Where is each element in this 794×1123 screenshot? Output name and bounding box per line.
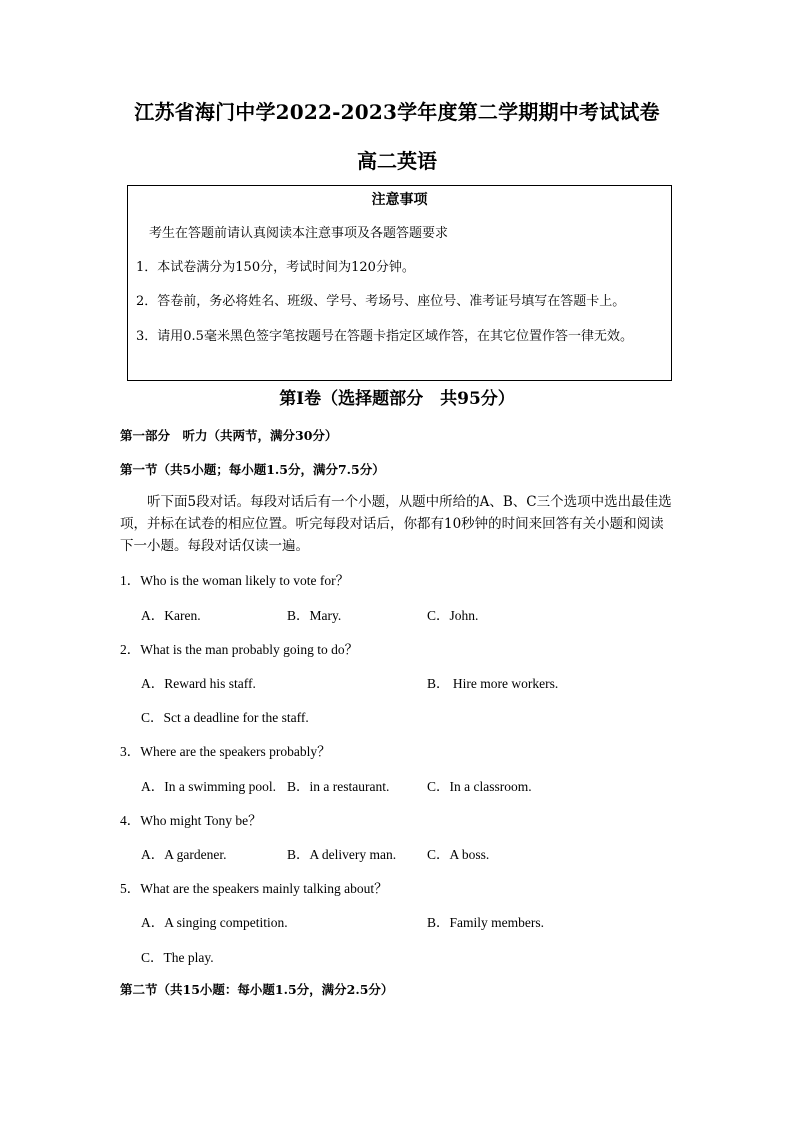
notice-item-2: 2．答卷前，务必将姓名、班级、学号、考场号、座位号、准考证号填写在答题卡上。 [136, 294, 626, 309]
question-stem: 4．Who might Tony be？ [120, 813, 262, 828]
question-stem: 3．Where are the speakers probably？ [120, 744, 331, 759]
question-stem: 5．What are the speakers mainly talking about？ [120, 881, 388, 896]
volume-heading: 第I卷（选择题部分 共95分） [279, 389, 515, 409]
option-c: C．In a classroom. [427, 779, 532, 794]
option-a: A．A singing competition. [141, 915, 288, 930]
notice-title: 注意事项 [371, 192, 428, 208]
option-a: A．Reward his staff. [141, 676, 256, 691]
option-b: B．Mary. [287, 608, 342, 623]
question-stem: 1．Who is the woman likely to vote for？ [120, 573, 350, 588]
notice-intro: 考生在答题前请认真阅读本注意事项及各题答题要求 [149, 226, 449, 241]
exam-title: 江苏省海门中学2022-2023学年度第二学期期中考试试卷 [134, 100, 660, 124]
option-c: C．A boss. [427, 847, 490, 862]
section1-heading: 第一节（共5小题；每小题1.5分，满分7.5分） [120, 462, 385, 477]
option-c: C．Sct a deadline for the staff. [141, 710, 309, 725]
option-a: A．A gardener. [141, 847, 227, 862]
exam-subtitle: 高二英语 [357, 149, 437, 173]
option-b: B．Family members. [427, 915, 544, 930]
question-stem: 2．What is the man probably going to do？ [120, 642, 359, 657]
notice-item-1: 1．本试卷满分为150分，考试时间为120分钟。 [136, 260, 415, 275]
option-c: C．John. [427, 608, 479, 623]
section2-heading: 第二节（共15小题：每小题1.5分，满分2.5分） [120, 982, 394, 997]
listening-instructions: 听下面5段对话。每段对话后有一个小题，从题中所给的A、B、C三个选项中选出最佳选项，并标在试卷的相应位置。听完每段对话后，你都有10秒钟的时间来回答有关小题和阅读下一小题。每段对话仅读一遍。 [120, 494, 672, 554]
option-a: A．In a swimming pool. [141, 779, 276, 794]
option-b: B．in a restaurant. [287, 779, 390, 794]
part1-heading: 第一部分 听力（共两节，满分30分） [120, 428, 338, 443]
option-a: A．Karen. [141, 608, 201, 623]
option-c: C．The play. [141, 950, 214, 965]
option-b: B． Hire more workers. [427, 676, 559, 691]
notice-box [127, 185, 672, 381]
option-b: B．A delivery man. [287, 847, 397, 862]
notice-item-3: 3．请用0.5毫米黑色签字笔按题号在答题卡指定区域作答，在其它位置作答一律无效。 [136, 329, 633, 344]
